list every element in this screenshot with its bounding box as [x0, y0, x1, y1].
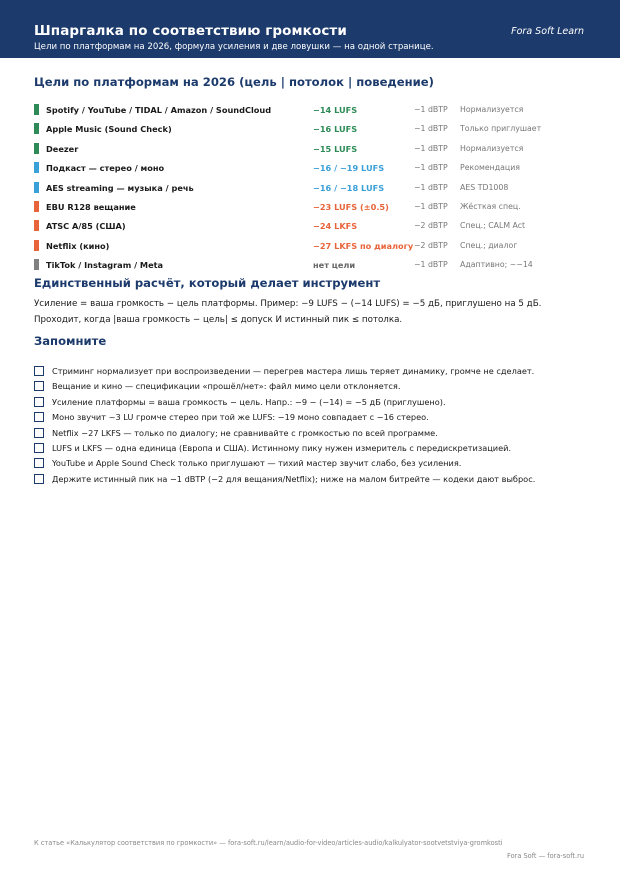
target-row — [34, 103, 594, 122]
target-row — [34, 161, 594, 180]
platform-target: нет цели — [313, 260, 356, 271]
checklist-item-text: Усиление платформы = ваша громкость − цель. Напр.: −9 − (−14) = −5 дБ (приглушено). — [52, 396, 446, 407]
category-color-bar — [34, 104, 39, 115]
checklist-item — [34, 411, 594, 426]
checkbox[interactable] — [34, 397, 44, 407]
platform-behavior: Адаптивно; ~−14 — [460, 260, 533, 270]
platform-name: Подкаст — стерео / моно — [46, 163, 165, 174]
category-color-bar — [34, 240, 39, 251]
platform-ceiling: −1 dBTP — [414, 163, 448, 173]
platform-behavior: AES TD1008 — [460, 182, 509, 192]
checkbox[interactable] — [34, 381, 44, 391]
checkbox[interactable] — [34, 366, 44, 376]
platform-name: EBU R128 вещание — [46, 201, 136, 212]
remember-checklist — [34, 365, 594, 488]
page-title: Шпаргалка по соответствию громкости — [34, 23, 347, 39]
target-row — [34, 122, 594, 141]
platform-behavior: Спец.; CALM Act — [460, 221, 526, 231]
page-subtitle: Цели по платформам на 2026, формула усиления и две ловушки — на одной странице. — [34, 42, 434, 52]
platform-target: −27 LKFS по диалогу — [313, 240, 414, 251]
checkbox[interactable] — [34, 412, 44, 422]
footer-brand: Fora Soft — fora-soft.ru — [507, 852, 584, 860]
checkbox[interactable] — [34, 474, 44, 484]
checkbox[interactable] — [34, 428, 44, 438]
platform-target: −14 LUFS — [313, 105, 358, 115]
checklist-item-text: LUFS и LKFS — одна единица (Европа и США). Истинному пику нужен измеритель с передискретизацией. — [52, 442, 512, 453]
platform-targets-list — [34, 103, 594, 278]
category-color-bar — [34, 123, 39, 134]
platform-ceiling: −1 dBTP — [414, 182, 448, 192]
page-header — [0, 0, 620, 58]
checklist-item — [34, 427, 594, 442]
platform-target: −24 LKFS — [313, 221, 358, 232]
checklist-item — [34, 473, 594, 488]
checklist-item — [34, 380, 594, 395]
platform-name: Spotify / YouTube / TIDAL / Amazon / SoundCloud — [46, 105, 272, 115]
category-color-bar — [34, 182, 39, 193]
platform-target: −15 LUFS — [313, 143, 358, 154]
platform-behavior: Только приглушает — [460, 124, 542, 134]
platform-name: Apple Music (Sound Check) — [46, 124, 172, 135]
target-row — [34, 200, 594, 219]
platform-behavior: Жёсткая спец. — [460, 201, 521, 211]
platform-behavior: Рекомендация — [460, 163, 520, 173]
platform-name: ATSC A/85 (США) — [46, 221, 126, 232]
platform-behavior: Нормализуется — [460, 143, 524, 153]
platform-ceiling: −1 dBTP — [414, 143, 448, 153]
checklist-item — [34, 396, 594, 411]
calc-line-gain: Усиление = ваша громкость − цель платформы. Пример: −9 LUFS − (−14 LUFS) = −5 дБ, приглушено на 5 дБ. — [34, 299, 542, 309]
targets-heading: Цели по платформам на 2026 (цель | потолок | поведение) — [34, 75, 434, 89]
platform-ceiling: −2 dBTP — [414, 221, 448, 231]
platform-behavior: Нормализуется — [460, 105, 524, 114]
checklist-item-text: Netflix −27 LKFS — только по диалогу; не сравнивайте с громкостью по всей программе. — [52, 427, 438, 438]
target-row — [34, 239, 594, 258]
remember-heading: Запомните — [34, 334, 107, 348]
checklist-item-text: YouTube и Apple Sound Check только приглушают — тихий мастер звучит слабо, без усиления. — [52, 458, 462, 469]
target-row — [34, 142, 594, 161]
platform-target: −16 LUFS — [313, 124, 358, 135]
category-color-bar — [34, 259, 39, 270]
platform-name: Deezer — [46, 143, 79, 154]
category-color-bar — [34, 220, 39, 231]
category-color-bar — [34, 143, 39, 154]
calc-formula — [34, 296, 594, 328]
platform-target: −16 / −19 LUFS — [313, 163, 385, 174]
brand-label: Fora Soft Learn — [511, 26, 584, 37]
platform-name: Netflix (кино) — [46, 240, 110, 251]
checkbox[interactable] — [34, 458, 44, 468]
footer-source: К статье «Калькулятор соответствия по громкости» — fora-soft.ru/learn/audio-for-video/articles-audio/kalkulyator-sootvetstviya-gromkosti — [34, 839, 503, 847]
platform-name: TikTok / Instagram / Meta — [46, 260, 164, 271]
platform-target: −16 / −18 LUFS — [313, 182, 385, 193]
platform-ceiling: −1 dBTP — [414, 201, 448, 211]
platform-target: −23 LUFS (±0.5) — [313, 201, 389, 212]
platform-name: AES streaming — музыка / речь — [46, 182, 194, 193]
platform-behavior: Спец.; диалог — [460, 240, 518, 250]
category-color-bar — [34, 201, 39, 212]
checklist-item-text: Стриминг нормализует при воспроизведении — перегрев мастера лишь теряет динамику, громче не сделает. — [52, 366, 535, 376]
platform-ceiling: −1 dBTP — [414, 260, 448, 270]
checklist-item — [34, 442, 594, 457]
calc-heading: Единственный расчёт, который делает инструмент — [34, 276, 381, 290]
checkbox[interactable] — [34, 443, 44, 453]
platform-ceiling: −2 dBTP — [414, 240, 448, 250]
target-row — [34, 258, 594, 277]
category-color-bar — [34, 162, 39, 173]
target-row — [34, 181, 594, 200]
target-row — [34, 219, 594, 238]
checklist-item-text: Держите истинный пик на −1 dBTP (−2 для вещания/Netflix); ниже на малом битрейте — кодеки дают выброс. — [52, 473, 536, 484]
checklist-item-text: Вещание и кино — спецификации «прошёл/нет»: файл мимо цели отклоняется. — [52, 381, 401, 392]
platform-ceiling: −1 dBTP — [414, 105, 448, 114]
checklist-item — [34, 365, 594, 380]
checklist-item-text: Моно звучит ~3 LU громче стерео при той же LUFS: −19 моно совпадает с −16 стерео. — [52, 412, 429, 423]
platform-ceiling: −1 dBTP — [414, 124, 448, 134]
checklist-item — [34, 457, 594, 472]
calc-line-pass: Проходит, когда |ваша громкость − цель| ≤ допуск И истинный пик ≤ потолка. — [34, 315, 403, 325]
